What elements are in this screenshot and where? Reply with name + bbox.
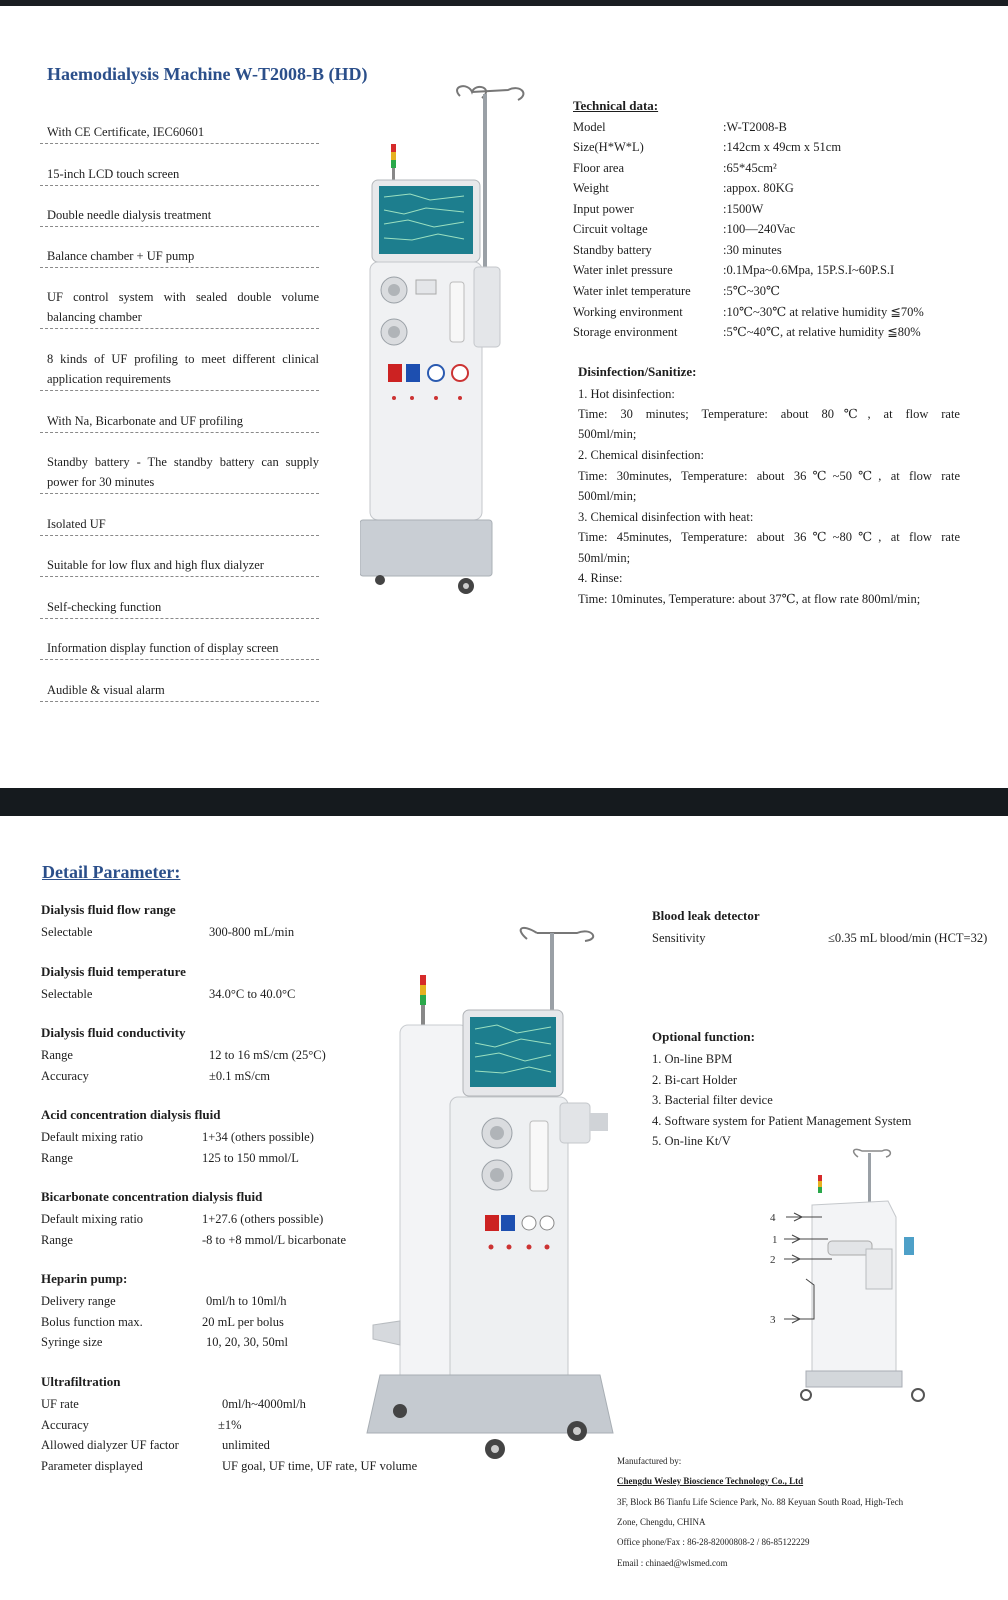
feature-item: Suitable for low flux and high flux dialyzer bbox=[40, 555, 319, 577]
list-item: 1. On-line BPM bbox=[652, 1052, 733, 1066]
table-row bbox=[573, 281, 1003, 301]
table-row bbox=[41, 1394, 401, 1414]
param-value: 1+27.6 (others possible) bbox=[202, 1212, 324, 1226]
feature-item: Audible & visual alarm bbox=[40, 680, 319, 702]
table-row bbox=[573, 178, 1003, 198]
param-heading: Dialysis fluid flow range bbox=[41, 902, 176, 917]
feature-item: 15-inch LCD touch screen bbox=[40, 164, 319, 186]
tech-label: Size(H*W*L) bbox=[573, 140, 644, 154]
param-value: 34.0°C to 40.0°C bbox=[209, 987, 296, 1001]
blood-leak-heading: Blood leak detector bbox=[652, 908, 760, 923]
tech-label: Standby battery bbox=[573, 243, 652, 257]
param-heading: Heparin pump: bbox=[41, 1271, 128, 1286]
feature-item: Standby battery - The standby battery can supply power for 30 minutes bbox=[40, 452, 319, 494]
param-value: 20 mL per bolus bbox=[202, 1315, 284, 1329]
feature-item: Information display function of display screen bbox=[40, 638, 319, 660]
table-row bbox=[41, 1148, 401, 1168]
tech-label: Model bbox=[573, 120, 606, 134]
optional-heading: Optional function: bbox=[652, 1029, 755, 1044]
param-label: Selectable bbox=[41, 925, 93, 939]
tech-value: :appox. 80KG bbox=[723, 181, 794, 195]
table-row bbox=[41, 1415, 401, 1435]
param-value: ±1% bbox=[218, 1418, 242, 1432]
table-row bbox=[573, 137, 1003, 157]
page-title: Haemodialysis Machine W-T2008-B (HD) bbox=[47, 64, 368, 84]
tech-label: Storage environment bbox=[573, 325, 678, 339]
feature-item: 8 kinds of UF profiling to meet different clinical application requirements bbox=[40, 349, 319, 391]
param-heading: Ultrafiltration bbox=[41, 1374, 121, 1389]
tech-value: :65*45cm² bbox=[723, 161, 777, 175]
tech-value: :30 minutes bbox=[723, 243, 782, 257]
address-line: Zone, Chengdu, CHINA bbox=[617, 1517, 706, 1527]
list-item: Time: 30 minutes; Temperature: about 80℃, at flow rate bbox=[578, 407, 960, 421]
feature-item: Isolated UF bbox=[40, 514, 319, 536]
list-item: 3. Bacterial filter device bbox=[652, 1093, 773, 1107]
param-value: 300-800 mL/min bbox=[209, 925, 295, 939]
tech-value: :0.1Mpa~0.6Mpa, 15P.S.I~60P.S.I bbox=[723, 263, 895, 277]
param-label: Default mixing ratio bbox=[41, 1212, 144, 1226]
param-label: Selectable bbox=[41, 987, 93, 1001]
param-value: -8 to +8 mmol/L bicarbonate bbox=[202, 1233, 347, 1247]
feature-item: UF control system with sealed double volume balancing chamber bbox=[40, 287, 319, 329]
param-label: Range bbox=[41, 1151, 73, 1165]
tech-label: Weight bbox=[573, 181, 609, 195]
list-item: 500ml/min; bbox=[578, 427, 637, 441]
feature-item: With Na, Bicarbonate and UF profiling bbox=[40, 411, 319, 433]
list-item: Time: 45minutes, Temperature: about 36℃~80℃, at flow rate bbox=[578, 530, 960, 544]
param-heading: Bicarbonate concentration dialysis fluid bbox=[41, 1189, 263, 1204]
table-row bbox=[573, 199, 1003, 219]
table-row bbox=[41, 1066, 401, 1086]
param-label: Delivery range bbox=[41, 1294, 116, 1308]
table-row bbox=[41, 1209, 401, 1229]
param-label: Accuracy bbox=[41, 1069, 89, 1083]
detail-title: Detail Parameter: bbox=[42, 862, 181, 882]
phone-line: Office phone/Fax : 86-28-82000808-2 / 86-85122229 bbox=[617, 1537, 810, 1547]
tech-value: :W-T2008-B bbox=[723, 120, 787, 134]
dialysis-machine-image bbox=[360, 82, 560, 612]
param-label: Default mixing ratio bbox=[41, 1130, 144, 1144]
param-value: 12 to 16 mS/cm (25°C) bbox=[209, 1048, 326, 1062]
param-heading: Dialysis fluid temperature bbox=[41, 964, 186, 979]
table-row bbox=[652, 928, 1002, 948]
diagram-label: 1 bbox=[772, 1234, 778, 1246]
list-item: 5. On-line Kt/V bbox=[652, 1134, 731, 1148]
table-row bbox=[41, 1291, 401, 1311]
table-row bbox=[573, 302, 1003, 322]
list-item: 2. Bi-cart Holder bbox=[652, 1073, 738, 1087]
technical-heading: Technical data: bbox=[573, 98, 659, 113]
top-dark-band bbox=[0, 0, 1008, 6]
address-line: 3F, Block B6 Tianfu Life Science Park, No. 88 Keyuan South Road, High-Tech bbox=[617, 1497, 904, 1507]
section-divider-band bbox=[0, 788, 1008, 816]
diagram-label: 3 bbox=[770, 1314, 776, 1326]
email-line: Email : chinaed@wlsmed.com bbox=[617, 1558, 728, 1568]
param-value: 10, 20, 30, 50ml bbox=[206, 1335, 288, 1349]
list-item: 50ml/min; bbox=[578, 551, 631, 565]
tech-label: Water inlet pressure bbox=[573, 263, 673, 277]
param-label: Syringe size bbox=[41, 1335, 103, 1349]
param-value: ≤0.35 mL blood/min (HCT=32) bbox=[828, 931, 988, 945]
list-item: 4. Software system for Patient Management System bbox=[652, 1114, 912, 1128]
table-row bbox=[41, 1230, 401, 1250]
table-row bbox=[41, 1435, 401, 1455]
param-value: ±0.1 mS/cm bbox=[209, 1069, 271, 1083]
table-row bbox=[41, 984, 401, 1004]
table-row bbox=[41, 1332, 401, 1352]
param-label: Range bbox=[41, 1233, 73, 1247]
param-label: Sensitivity bbox=[652, 931, 706, 945]
list-item: 4. Rinse: bbox=[578, 571, 623, 585]
feature-item: Double needle dialysis treatment bbox=[40, 205, 319, 227]
tech-label: Input power bbox=[573, 202, 634, 216]
list-item: 3. Chemical disinfection with heat: bbox=[578, 510, 754, 524]
table-row bbox=[41, 1045, 401, 1065]
list-item: 1. Hot disinfection: bbox=[578, 387, 675, 401]
table-row bbox=[573, 117, 1003, 137]
table-row bbox=[573, 322, 1003, 342]
tech-value: :10℃~30℃ at relative humidity ≦70% bbox=[723, 305, 924, 319]
diagram-label: 4 bbox=[770, 1212, 776, 1224]
tech-value: :1500W bbox=[723, 202, 764, 216]
list-item: 500ml/min; bbox=[578, 489, 637, 503]
diagram-label: 2 bbox=[770, 1254, 776, 1266]
list-item: Time: 30minutes, Temperature: about 36℃~50℃, at flow rate bbox=[578, 469, 960, 483]
param-label: Parameter displayed bbox=[41, 1459, 143, 1473]
param-label: UF rate bbox=[41, 1397, 79, 1411]
tech-label: Water inlet temperature bbox=[573, 284, 691, 298]
table-row bbox=[573, 240, 1003, 260]
param-value: 1+34 (others possible) bbox=[202, 1130, 314, 1144]
tech-value: :5℃~40℃, at relative humidity ≦80% bbox=[723, 325, 921, 339]
feature-item: Balance chamber + UF pump bbox=[40, 246, 319, 268]
tech-value: :142cm x 49cm x 51cm bbox=[723, 140, 842, 154]
tech-label: Working environment bbox=[573, 305, 683, 319]
manufacturer-label: Manufactured by: bbox=[617, 1456, 682, 1466]
list-item: 2. Chemical disinfection: bbox=[578, 448, 705, 462]
table-row bbox=[573, 260, 1003, 280]
param-label: Range bbox=[41, 1048, 73, 1062]
param-heading: Dialysis fluid conductivity bbox=[41, 1025, 186, 1040]
list-item: Time: 10minutes, Temperature: about 37℃, at flow rate 800ml/min; bbox=[578, 592, 921, 606]
param-value: 0ml/h to 10ml/h bbox=[206, 1294, 287, 1308]
tech-value: :5℃~30℃ bbox=[723, 284, 780, 298]
table-row bbox=[573, 158, 1003, 178]
tech-label: Circuit voltage bbox=[573, 222, 648, 236]
param-value: 125 to 150 mmol/L bbox=[202, 1151, 299, 1165]
table-row bbox=[41, 922, 401, 942]
param-label: Bolus function max. bbox=[41, 1315, 143, 1329]
table-row bbox=[41, 1312, 401, 1332]
param-heading: Acid concentration dialysis fluid bbox=[41, 1107, 221, 1122]
tech-value: :100—240Vac bbox=[723, 222, 796, 236]
table-row bbox=[41, 1127, 401, 1147]
param-value: UF goal, UF time, UF rate, UF volume bbox=[222, 1459, 418, 1473]
table-row bbox=[573, 219, 1003, 239]
company-name: Chengdu Wesley Bioscience Technology Co., Ltd bbox=[617, 1476, 804, 1486]
param-label: Allowed dialyzer UF factor bbox=[41, 1438, 179, 1452]
feature-item: With CE Certificate, IEC60601 bbox=[40, 122, 319, 144]
disinfection-heading: Disinfection/Sanitize: bbox=[578, 364, 697, 379]
table-row bbox=[41, 1456, 418, 1476]
optional-function-diagram bbox=[770, 1145, 970, 1425]
param-value: 0ml/h~4000ml/h bbox=[222, 1397, 306, 1411]
tech-label: Floor area bbox=[573, 161, 625, 175]
feature-item: Self-checking function bbox=[40, 597, 319, 619]
param-value: unlimited bbox=[222, 1438, 270, 1452]
param-label: Accuracy bbox=[41, 1418, 89, 1432]
